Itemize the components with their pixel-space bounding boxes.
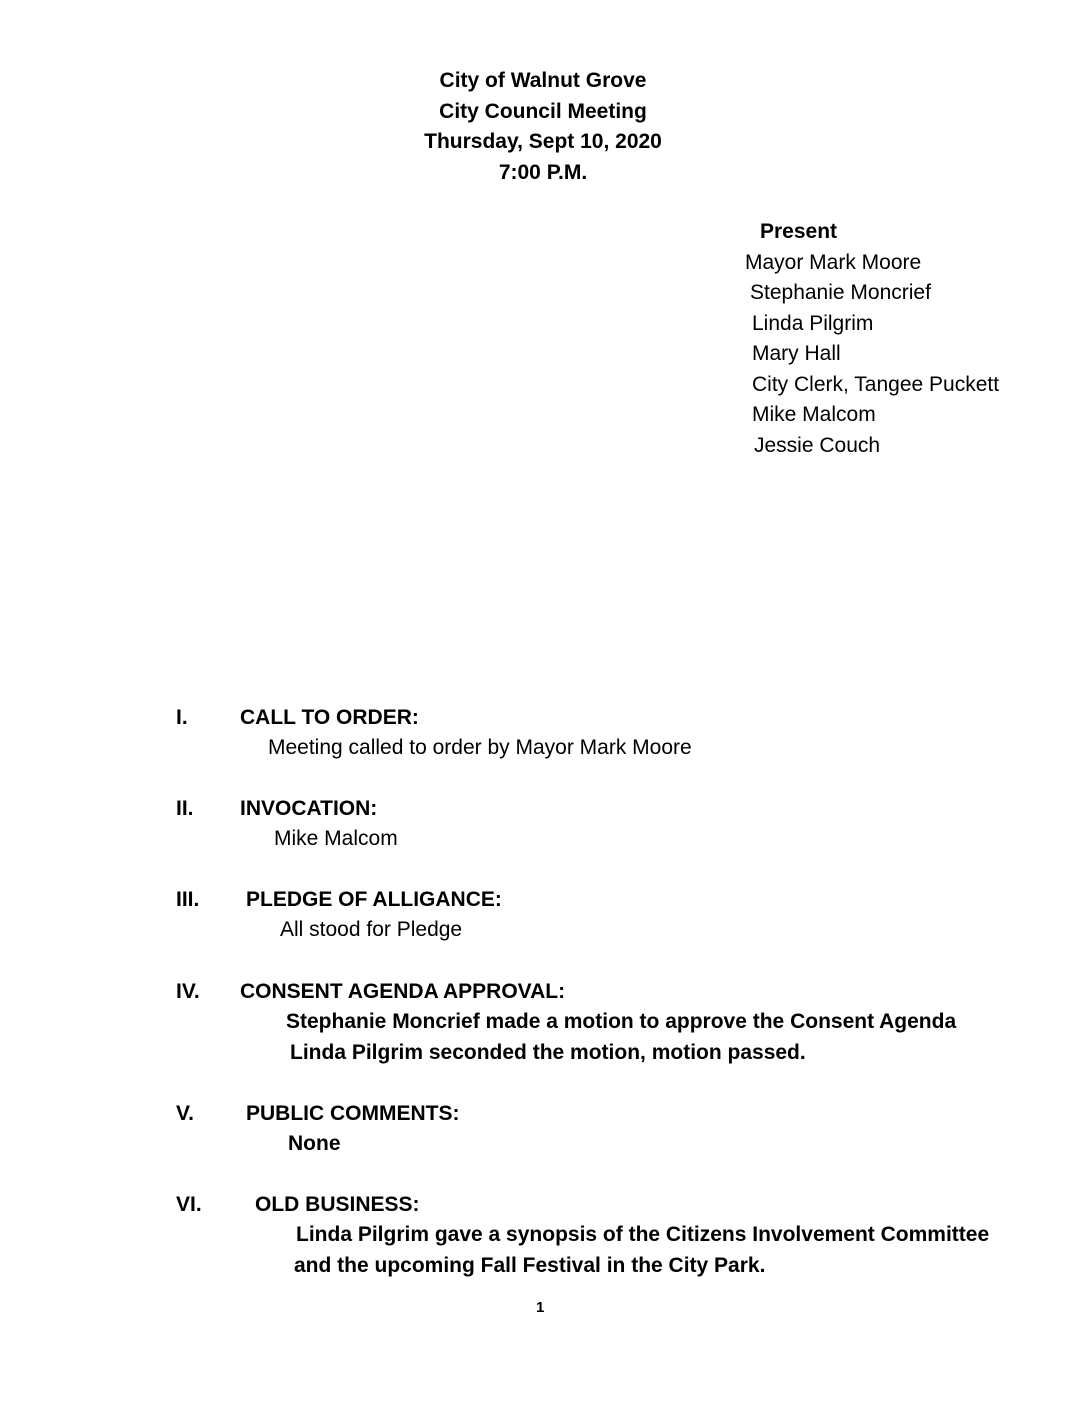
item-title: CONSENT AGENDA APPROVAL: [240,980,566,1003]
item-title: CALL TO ORDER: [240,706,419,729]
item-title: PLEDGE OF ALLIGANCE: [246,888,502,911]
attendee-name: Stephanie Moncrief [750,281,931,304]
meeting-date: Thursday, Sept 10, 2020 [424,130,662,153]
meeting-time: 7:00 P.M. [498,160,588,184]
attendee-name: Mayor Mark Moore [745,250,922,274]
item-text: Linda Pilgrim gave a synopsis of the Citizens Involvement Committee [296,1223,990,1246]
item-number: IV. [176,980,200,1003]
attendance-heading: Present [760,220,838,243]
meeting-header [340,66,746,188]
item-text: and the upcoming Fall Festival in the City Park. [294,1254,766,1277]
item-text: Linda Pilgrim seconded the motion, motion passed. [290,1041,806,1064]
item-title: PUBLIC COMMENTS: [246,1102,460,1125]
item-title: OLD BUSINESS: [255,1193,420,1216]
page-number: 1 [536,1299,545,1316]
attendee-name: Mike Malcom [752,403,876,426]
item-number: III. [176,888,200,911]
item-text: Stephanie Moncrief made a motion to approve the Consent Agenda [286,1010,957,1033]
attendee-name: Jessie Couch [754,433,881,457]
item-text: All stood for Pledge [280,918,463,941]
item-text: Mike Malcom [274,827,398,850]
item-number: I. [176,706,188,729]
item-number: II. [176,797,194,820]
item-number: VI. [176,1193,202,1216]
meeting-type: City Council Meeting [439,99,647,123]
attendee-name: Linda Pilgrim [752,311,874,335]
item-text: None [288,1132,341,1155]
attendee-name: City Clerk, Tangee Puckett [752,372,1000,396]
item-number: V. [176,1102,194,1125]
item-text: Meeting called to order by Mayor Mark Moore [268,736,692,759]
attendee-name: Mary Hall [752,342,841,365]
item-title: INVOCATION: [240,797,378,820]
attendance-list [745,217,999,461]
city-name: City of Walnut Grove [439,69,647,92]
